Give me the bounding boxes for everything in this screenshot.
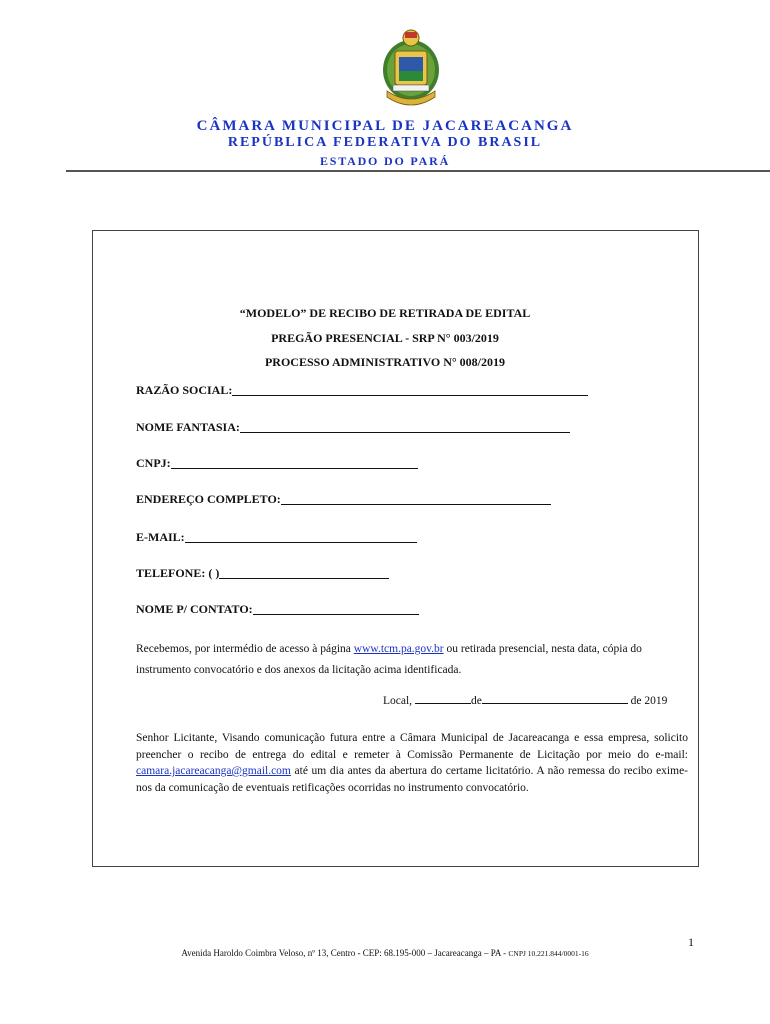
- field-contato[interactable]: [136, 602, 419, 617]
- para-text: ou retirada presencial, nesta data, cópia do instrumento convocatório e dos anexos da licitação acima identificada.: [136, 643, 642, 676]
- field-label: RAZÃO SOCIAL:: [136, 383, 233, 397]
- field-razao-social[interactable]: [136, 383, 588, 398]
- local-label: Local,: [383, 695, 415, 707]
- field-nome-fantasia[interactable]: [136, 420, 570, 435]
- country-name: REPÚBLICA FEDERATIVA DO BRASIL: [227, 135, 543, 150]
- state-name: ESTADO DO PARÁ: [319, 154, 451, 168]
- fill-line: [232, 394, 588, 396]
- field-label: TELEFONE: ( ): [136, 566, 220, 580]
- fill-line: [482, 702, 628, 704]
- footer-address: [0, 948, 770, 958]
- form-title: “MODELO” DE RECIBO DE RETIRADA DE EDITAL: [239, 306, 531, 320]
- form-subtitle-pregao: PREGÃO PRESENCIAL - SRP N° 003/2019: [271, 331, 499, 345]
- fill-line: [415, 702, 471, 704]
- field-endereco[interactable]: [136, 492, 551, 507]
- local-date-line: [383, 695, 667, 707]
- instructions-paragraph: [136, 730, 688, 796]
- fill-line: [281, 503, 551, 505]
- receipt-paragraph: [136, 639, 688, 681]
- institution-name: CÂMARA MUNICIPAL DE JACAREACANGA: [196, 118, 574, 134]
- fill-line: [185, 541, 417, 543]
- para-text: até um dia antes da abertura do certame licitatório. A não remessa do recibo exime-nos da comunicação de eventuais retificações ocorridas no instrumento convocatório.: [136, 765, 688, 794]
- para-text: Recebemos, por intermédio de acesso à página: [136, 643, 354, 655]
- header-divider: [66, 170, 770, 172]
- field-label: NOME FANTASIA:: [136, 420, 240, 434]
- fill-line: [171, 467, 418, 469]
- form-subtitle-processo: PROCESSO ADMINISTRATIVO N° 008/2019: [264, 355, 506, 369]
- coat-of-arms-icon: [381, 25, 441, 110]
- fill-line: [240, 431, 570, 433]
- page-number: 1: [688, 935, 694, 949]
- field-email[interactable]: [136, 530, 417, 545]
- fill-line: [253, 613, 419, 615]
- field-label: ENDEREÇO COMPLETO:: [136, 492, 281, 506]
- field-telefone[interactable]: [136, 566, 389, 581]
- field-label: CNPJ:: [136, 456, 171, 470]
- footer-cnpj: CNPJ 10.221.844/0001-16: [508, 949, 589, 958]
- tcm-link[interactable]: www.tcm.pa.gov.br: [353, 643, 444, 655]
- para-text: Senhor Licitante, Visando comunicação futura entre a Câmara Municipal de Jacareacanga e essa empresa, solicito preencher o recibo de entrega do edital e remeter à Comissão Permanente de Licitação por meio do e-mail:: [136, 732, 688, 761]
- field-label: E-MAIL:: [136, 530, 185, 544]
- local-de: de: [470, 695, 482, 707]
- field-cnpj[interactable]: [136, 456, 418, 471]
- local-year: de 2019: [627, 695, 668, 707]
- field-label: NOME P/ CONTATO:: [136, 602, 253, 616]
- email-link[interactable]: camara.jacareacanga@gmail.com: [136, 765, 291, 777]
- fill-line: [219, 577, 389, 579]
- footer-address-text: Avenida Haroldo Coimbra Veloso, nº 13, Centro - CEP: 68.195-000 – Jacareacanga – PA -: [181, 948, 509, 958]
